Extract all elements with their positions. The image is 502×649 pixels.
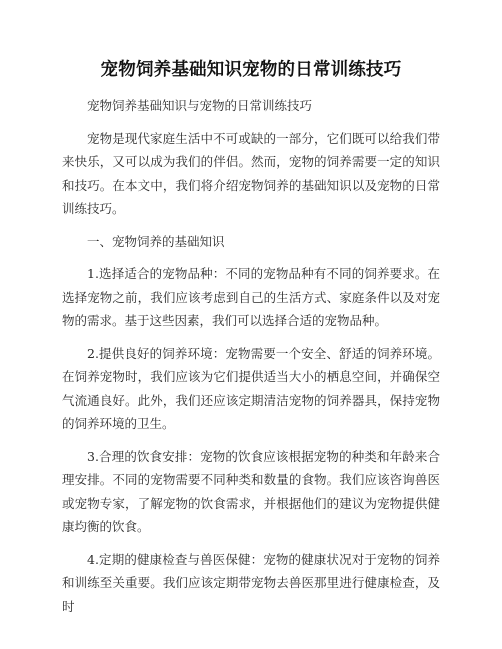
body-paragraph: 1.选择适合的宠物品种：不同的宠物品种有不同的饲养要求。在选择宠物之前，我们应该考虑到自己的生活方式、家庭条件以及对宠物的需求。基于这些因素，我们可以选择合适的宠物品种。 [62, 266, 440, 328]
body-paragraph: 3.合理的饮食安排：宠物的饮食应该根据宠物的种类和年龄来合理安排。不同的宠物需要不同种类和数量的食物。我们应该咨询兽医或宠物专家，了解宠物的饮食需求，并根据他们的建议为宠物提供健康均衡的饮食。 [62, 448, 440, 534]
document-subtitle: 宠物饲养基础知识与宠物的日常训练技巧 [87, 98, 313, 113]
section-heading: 一、宠物饲养的基础知识 [87, 233, 225, 249]
body-paragraph: 4.定期的健康检查与兽医保健：宠物的健康状况对于宠物的饲养和训练至关重要。我们应该定期带宠物去兽医那里进行健康检查，及时 [62, 551, 440, 614]
document-page [62, 0, 440, 618]
body-paragraph: 2.提供良好的饲养环境：宠物需要一个安全、舒适的饲养环境。在饲养宠物时，我们应该为它们提供适当大小的栖息空间，并确保空气流通良好。此外，我们还应该定期清洁宠物的饲养器具，保持宠物的饲养环境的卫生。 [62, 345, 440, 431]
intro-paragraph: 宠物是现代家庭生活中不可或缺的一部分，它们既可以给我们带来快乐，又可以成为我们的伴侣。然而，宠物的饲养需要一定的知识和技巧。在本文中，我们将介绍宠物饲养的基础知识以及宠物的日常训练技巧。 [62, 130, 440, 216]
document-title: 宠物饲养基础知识宠物的日常训练技巧 [100, 60, 402, 80]
